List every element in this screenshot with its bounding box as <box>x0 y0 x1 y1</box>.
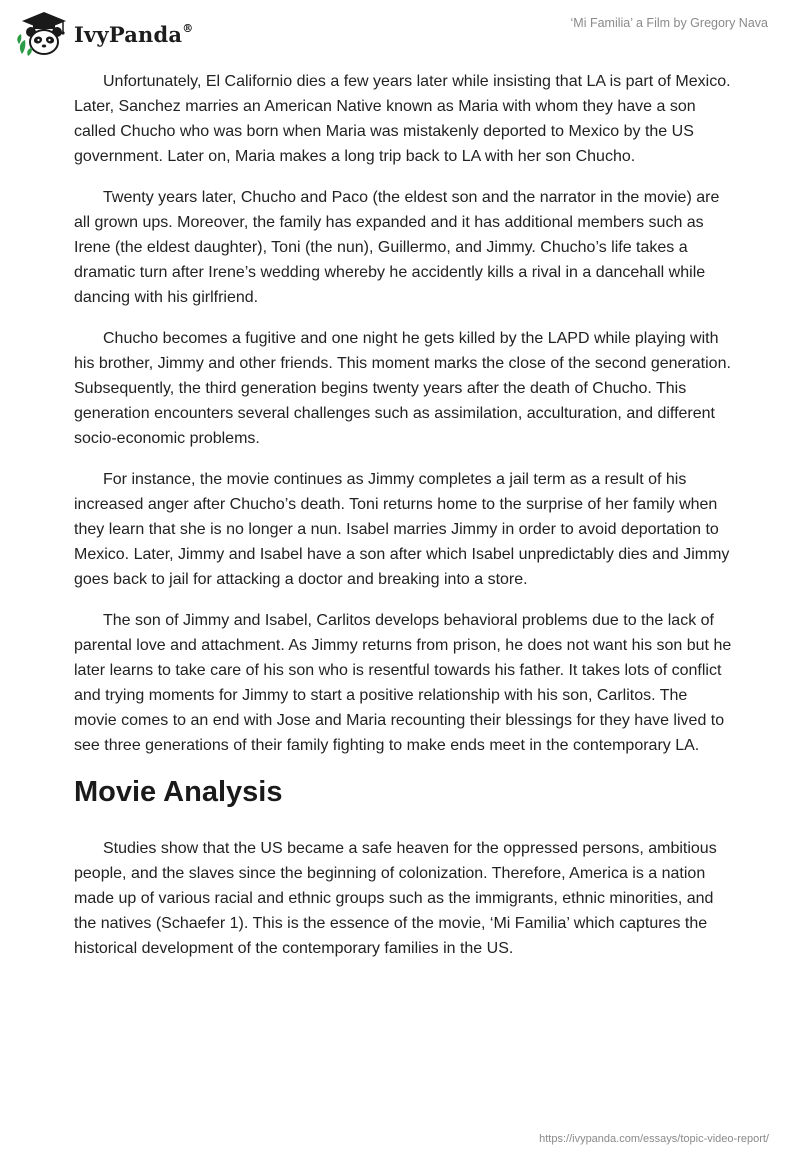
paragraph: Chucho becomes a fugitive and one night he gets killed by the LAPD while playing with his brother, Jimmy and other friends. This moment marks the close of the second generation. Subsequently, the third generation begins twenty years after the death of Chucho. This generation encounters several challenges such as assimilation, acculturation, and different socio-economic problems. <box>74 330 731 447</box>
ivypanda-logo[interactable] <box>16 10 193 58</box>
panda-graduation-cap-icon <box>16 10 72 58</box>
brand-name: IvyPanda® <box>74 21 194 47</box>
section-heading: Movie Analysis <box>74 776 283 808</box>
paragraph: Unfortunately, El Californio dies a few years later while insisting that LA is part of Mexico. Later, Sanchez marries an American Native known as Maria with whom they have a son called Chucho who was born when Maria was mistakenly deported to Mexico by the US government. Later on, Maria makes a long trip back to LA with her son Chucho. <box>74 73 731 165</box>
document-title: ‘Mi Familia’ a Film by Gregory Nava <box>570 16 768 30</box>
paragraph: The son of Jimmy and Isabel, Carlitos develops behavioral problems due to the lack of parental love and attachment. As Jimmy returns from prison, he does not want his son but he later learns to take care of his son who is resentful towards his father. It takes lots of conflict and trying moments for Jimmy to start a positive relationship with his son, Carlitos. The movie comes to an end with Jose and Maria recounting their blessings for they have lived to see three generations of their family fighting to make ends meet in the contemporary LA. <box>74 612 732 754</box>
registered-mark: ® <box>182 21 194 35</box>
paragraph: For instance, the movie continues as Jimmy completes a jail term as a result of his increased anger after Chucho’s death. Toni returns home to the surprise of her family when they learn that she is no longer a nun. Isabel marries Jimmy in order to avoid deportation to Mexico. Later, Jimmy and Isabel have a son after which Isabel unpredictably dies and Jimmy goes back to jail for attacking a doctor and breaking into a store. <box>74 471 730 588</box>
paragraph: Twenty years later, Chucho and Paco (the eldest son and the narrator in the movie) are all grown ups. Moreover, the family has expanded and it has additional members such as Irene (the eldest daughter), Toni (the nun), Guillermo, and Jimmy. Chucho’s life takes a dramatic turn after Irene’s wedding whereby he accidently kills a rival in a dancehall while dancing with his girlfriend. <box>74 189 720 306</box>
page-header <box>0 0 800 64</box>
essay-body <box>74 69 734 977</box>
source-url-link[interactable]: https://ivypanda.com/essays/topic-video-report/ <box>539 1133 769 1145</box>
paragraph: Studies show that the US became a safe heaven for the oppressed persons, ambitious people, and the slaves since the beginning of colonization. Therefore, America is a nation made up of various racial and ethnic groups such as the immigrants, ethnic minorities, and the natives (Schaefer 1). This is the essence of the movie, ‘Mi Familia’ which captures the historical development of the contemporary families in the US. <box>74 840 717 957</box>
